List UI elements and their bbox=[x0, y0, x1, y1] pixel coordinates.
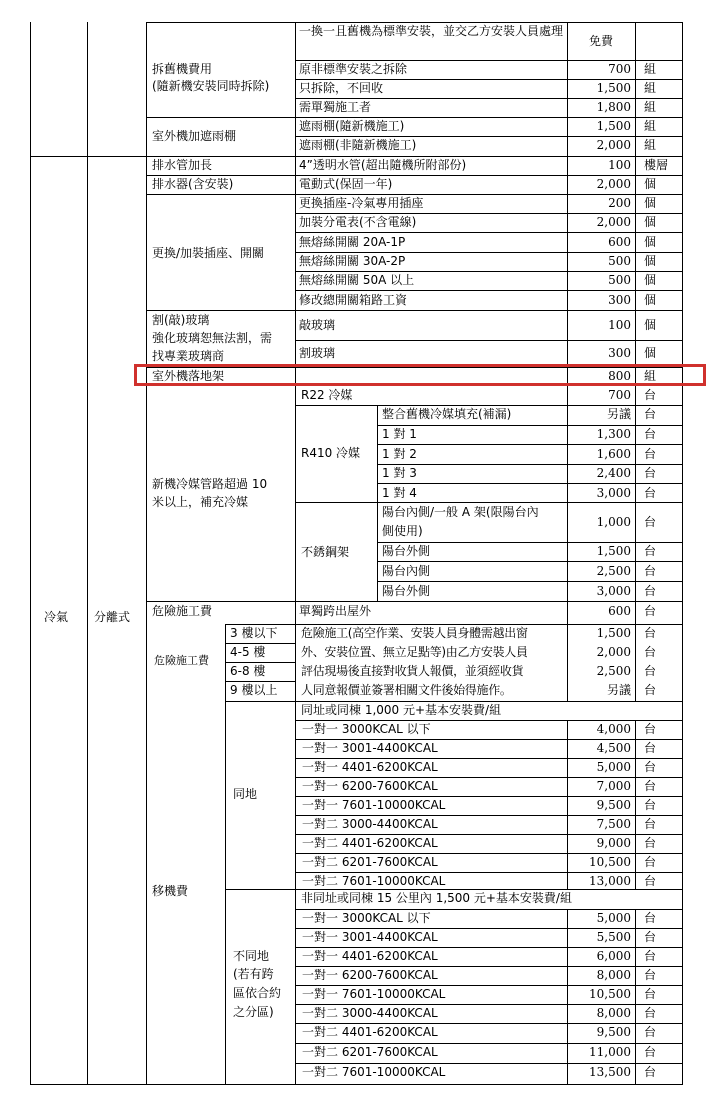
row-divider bbox=[295, 928, 683, 929]
r410-item: 1 對 1 bbox=[382, 427, 417, 441]
steel-item: 側使用) bbox=[382, 524, 423, 538]
outlet-item: 無熔絲開關 30A-2P bbox=[299, 254, 406, 268]
glass-price: 100 bbox=[608, 318, 631, 332]
table-border-top bbox=[146, 22, 683, 23]
move-price: 9,000 bbox=[596, 836, 631, 850]
move-unit: 台 bbox=[644, 741, 657, 755]
move-unit: 台 bbox=[644, 722, 657, 736]
outlet-unit: 個 bbox=[644, 293, 657, 307]
r410-item: 整合舊機冷媒填充(補漏) bbox=[382, 407, 512, 421]
removal-item: 原非標準安裝之拆除 bbox=[299, 62, 408, 76]
danger-sublabel: 危險施工費 bbox=[154, 654, 209, 667]
move-unit: 台 bbox=[644, 855, 657, 869]
move-price: 11,000 bbox=[589, 1045, 631, 1059]
row-divider bbox=[295, 720, 683, 721]
move-item: 一對二 7601-10000KCAL bbox=[302, 874, 446, 888]
move-item: 一對一 3001-4400KCAL bbox=[302, 930, 438, 944]
row-divider bbox=[146, 117, 683, 118]
move-item: 一對二 7601-10000KCAL bbox=[302, 1065, 446, 1079]
r22-price: 700 bbox=[608, 388, 631, 402]
row-divider bbox=[295, 739, 683, 740]
column-divider bbox=[295, 22, 296, 1085]
outlet-unit: 個 bbox=[644, 196, 657, 210]
glass-item: 割玻璃 bbox=[299, 346, 336, 360]
removal-price: 700 bbox=[608, 62, 631, 76]
move-price: 7,000 bbox=[596, 779, 631, 793]
move-price: 13,500 bbox=[589, 1065, 631, 1079]
drain-pump-unit: 個 bbox=[644, 177, 657, 191]
outlet-item: 修改總開關箱路工資 bbox=[299, 293, 408, 307]
r410-price: 另議 bbox=[606, 407, 631, 421]
outlet-item: 無熔絲開關 20A-1P bbox=[299, 235, 406, 249]
move-diff-label: (若有跨 bbox=[233, 967, 274, 981]
r410-item: 1 對 4 bbox=[382, 486, 417, 500]
move-item: 一對二 3000-4400KCAL bbox=[302, 1006, 438, 1020]
r410-price: 3,000 bbox=[596, 486, 631, 500]
move-price: 10,500 bbox=[589, 855, 631, 869]
removal-price: 免費 bbox=[588, 34, 613, 48]
row-divider bbox=[295, 758, 683, 759]
row-divider bbox=[377, 581, 683, 582]
stand-price: 800 bbox=[608, 369, 631, 383]
danger-floor-unit: 台 bbox=[644, 645, 657, 659]
steel-stand-label: 不銹鋼架 bbox=[301, 545, 350, 559]
row-divider bbox=[295, 60, 683, 61]
move-unit: 台 bbox=[644, 930, 657, 944]
steel-unit: 台 bbox=[644, 584, 657, 598]
stand-unit: 組 bbox=[644, 369, 657, 383]
danger-floor-price: 1,500 bbox=[596, 626, 631, 640]
move-diff-label: 不同地 bbox=[233, 949, 270, 963]
row-divider bbox=[377, 561, 683, 562]
r410-unit: 台 bbox=[644, 486, 657, 500]
row-divider bbox=[377, 483, 683, 484]
outlet-price: 200 bbox=[608, 196, 631, 210]
row-divider bbox=[295, 1063, 683, 1064]
move-diff-header: 非同址或同棟 15 公里內 1,500 元+基本安裝費/組 bbox=[301, 891, 572, 905]
outlet-price: 600 bbox=[608, 235, 631, 249]
drain-pump-price: 2,000 bbox=[596, 177, 631, 191]
r410-price: 1,300 bbox=[596, 427, 631, 441]
move-unit: 台 bbox=[644, 760, 657, 774]
r22-unit: 台 bbox=[644, 388, 657, 402]
move-same-label: 同地 bbox=[233, 787, 258, 801]
r22-label: R22 冷媒 bbox=[301, 388, 353, 402]
move-item: 一對一 7601-10000KCAL bbox=[302, 798, 446, 812]
stand-label: 室外機落地架 bbox=[152, 369, 225, 383]
danger-description: 危險施工(高空作業、安裝人員身體需越出窗 bbox=[301, 626, 528, 640]
move-item: 一對二 6201-7600KCAL bbox=[302, 855, 438, 869]
price-table bbox=[30, 0, 685, 1085]
move-unit: 台 bbox=[644, 968, 657, 982]
move-unit: 台 bbox=[644, 1045, 657, 1059]
refrigerant-label: 米以上，補充冷媒 bbox=[152, 495, 249, 509]
column-divider bbox=[87, 22, 88, 1085]
row-divider bbox=[295, 271, 683, 272]
row-divider bbox=[295, 136, 683, 137]
move-unit: 台 bbox=[644, 1065, 657, 1079]
highlight-box bbox=[134, 364, 706, 386]
row-divider bbox=[295, 853, 683, 854]
outlet-unit: 個 bbox=[644, 235, 657, 249]
danger-floor: 3 樓以下 bbox=[230, 626, 278, 640]
steel-unit: 台 bbox=[644, 544, 657, 558]
move-price: 5,000 bbox=[596, 911, 631, 925]
r410-label: R410 冷媒 bbox=[301, 446, 361, 460]
move-price: 4,500 bbox=[596, 741, 631, 755]
outlet-unit: 個 bbox=[644, 254, 657, 268]
danger-label: 危險施工費 bbox=[152, 604, 213, 618]
outlet-price: 500 bbox=[608, 254, 631, 268]
glass-note: 強化玻璃恕無法割，需 bbox=[152, 331, 273, 345]
move-item: 一對二 6201-7600KCAL bbox=[302, 1045, 438, 1059]
r410-unit: 台 bbox=[644, 407, 657, 421]
r410-unit: 台 bbox=[644, 447, 657, 461]
row-divider bbox=[295, 834, 683, 835]
danger-floor: 4-5 樓 bbox=[230, 645, 266, 659]
row-divider bbox=[377, 464, 683, 465]
glass-unit: 個 bbox=[644, 318, 657, 332]
rain-cover-label: 室外機加遮雨棚 bbox=[152, 129, 237, 143]
danger-description: 人同意報價並簽署相關文件後始得施作。 bbox=[301, 683, 512, 697]
removal-price: 1,500 bbox=[596, 81, 631, 95]
column-divider bbox=[635, 22, 636, 1085]
removal-label: 拆舊機費用 bbox=[152, 62, 213, 76]
move-price: 7,500 bbox=[596, 817, 631, 831]
steel-item: 陽台內側 bbox=[382, 564, 431, 578]
row-divider bbox=[146, 194, 683, 195]
rain-cover-price: 2,000 bbox=[596, 138, 631, 152]
row-divider bbox=[295, 966, 683, 967]
row-divider bbox=[225, 643, 295, 644]
row-divider bbox=[225, 662, 295, 663]
removal-unit: 組 bbox=[644, 62, 657, 76]
rain-cover-unit: 組 bbox=[644, 119, 657, 133]
r410-item: 1 對 2 bbox=[382, 447, 417, 461]
move-price: 9,500 bbox=[596, 798, 631, 812]
steel-item: 陽台外側 bbox=[382, 584, 431, 598]
row-divider bbox=[295, 947, 683, 948]
removal-unit: 組 bbox=[644, 81, 657, 95]
row-divider bbox=[295, 1004, 683, 1005]
danger-floor-price: 2,000 bbox=[596, 645, 631, 659]
glass-note: 找專業玻璃商 bbox=[152, 349, 225, 363]
row-divider bbox=[225, 681, 295, 682]
table-border-left bbox=[30, 22, 31, 1085]
move-item: 一對二 4401-6200KCAL bbox=[302, 836, 438, 850]
outlet-unit: 個 bbox=[644, 273, 657, 287]
move-item: 一對二 4401-6200KCAL bbox=[302, 1025, 438, 1039]
drain-pipe-price: 100 bbox=[608, 158, 631, 172]
move-same-header: 同址或同棟 1,000 元+基本安裝費/組 bbox=[301, 703, 502, 717]
move-price: 8,000 bbox=[596, 1006, 631, 1020]
outlet-price: 300 bbox=[608, 293, 631, 307]
drain-pipe-label: 排水管加長 bbox=[152, 158, 213, 172]
move-unit: 台 bbox=[644, 817, 657, 831]
move-item: 一對二 3000-4400KCAL bbox=[302, 817, 438, 831]
subcategory-label: 分離式 bbox=[94, 610, 131, 624]
danger-floor-price: 2,500 bbox=[596, 664, 631, 678]
move-item: 一對一 4401-6200KCAL bbox=[302, 760, 438, 774]
row-divider bbox=[377, 542, 683, 543]
danger-unit: 台 bbox=[644, 604, 657, 618]
row-divider bbox=[295, 1023, 683, 1024]
removal-sublabel: (隨新機安裝同時拆除) bbox=[152, 79, 270, 93]
move-price: 5,500 bbox=[596, 930, 631, 944]
danger-description: 評估現場後直接對收貨人報價，並須經收貨 bbox=[301, 664, 524, 678]
outlet-item: 加裝分電表(不含電線) bbox=[299, 215, 417, 229]
danger-floor-price: 另議 bbox=[606, 683, 631, 697]
move-item: 一對一 3000KCAL 以下 bbox=[302, 722, 431, 736]
row-divider bbox=[146, 310, 683, 311]
move-unit: 台 bbox=[644, 987, 657, 1001]
danger-floor-unit: 台 bbox=[644, 626, 657, 640]
move-item: 一對一 3001-4400KCAL bbox=[302, 741, 438, 755]
move-diff-label: 之分區) bbox=[233, 1005, 274, 1019]
removal-price: 1,800 bbox=[596, 100, 631, 114]
row-divider bbox=[295, 213, 683, 214]
steel-price: 1,000 bbox=[596, 515, 631, 529]
move-item: 一對一 7601-10000KCAL bbox=[302, 987, 446, 1001]
row-divider bbox=[295, 290, 683, 291]
row-divider bbox=[146, 175, 683, 176]
danger-floor: 6-8 樓 bbox=[230, 664, 266, 678]
outlet-price: 500 bbox=[608, 273, 631, 287]
rain-cover-item: 遮雨棚(隨新機施工) bbox=[299, 119, 405, 133]
row-divider bbox=[295, 98, 683, 99]
move-item: 一對一 6200-7600KCAL bbox=[302, 968, 438, 982]
row-divider bbox=[295, 252, 683, 253]
move-unit: 台 bbox=[644, 1025, 657, 1039]
danger-description: 外、安裝位置、無立足點等)由乙方安裝人員 bbox=[301, 645, 528, 659]
danger-floor-unit: 台 bbox=[644, 683, 657, 697]
row-divider bbox=[295, 909, 683, 910]
drain-pipe-unit: 樓層 bbox=[644, 158, 669, 172]
outlet-price: 2,000 bbox=[596, 215, 631, 229]
steel-unit: 台 bbox=[644, 564, 657, 578]
move-unit: 台 bbox=[644, 949, 657, 963]
row-divider bbox=[295, 777, 683, 778]
column-divider bbox=[567, 22, 568, 1085]
row-divider bbox=[295, 502, 683, 503]
move-unit: 台 bbox=[644, 836, 657, 850]
category-label: 冷氣 bbox=[44, 610, 69, 624]
rain-cover-unit: 組 bbox=[644, 138, 657, 152]
danger-floor-unit: 台 bbox=[644, 664, 657, 678]
steel-item: 陽台外側 bbox=[382, 544, 431, 558]
row-divider bbox=[30, 156, 683, 157]
glass-label: 割(敲)玻璃 bbox=[152, 313, 210, 327]
row-divider bbox=[295, 796, 683, 797]
danger-price: 600 bbox=[608, 604, 631, 618]
move-unit: 台 bbox=[644, 1006, 657, 1020]
removal-unit: 組 bbox=[644, 100, 657, 114]
column-divider bbox=[377, 405, 378, 601]
refrigerant-label: 新機冷媒管路超過 10 bbox=[152, 477, 268, 491]
move-price: 4,000 bbox=[596, 722, 631, 736]
danger-item: 單獨跨出屋外 bbox=[299, 604, 372, 618]
rain-cover-item: 遮雨棚(非隨新機施工) bbox=[299, 138, 417, 152]
rain-cover-price: 1,500 bbox=[596, 119, 631, 133]
table-border-bottom bbox=[30, 1084, 683, 1085]
row-divider bbox=[295, 405, 683, 406]
glass-price: 300 bbox=[608, 346, 631, 360]
move-item: 一對一 6200-7600KCAL bbox=[302, 779, 438, 793]
column-divider bbox=[225, 701, 226, 1085]
row-divider bbox=[295, 872, 683, 873]
steel-price: 3,000 bbox=[596, 584, 631, 598]
outlet-label: 更換/加裝插座、開關 bbox=[152, 246, 265, 260]
move-label: 移機費 bbox=[152, 884, 189, 898]
outlet-item: 無熔絲開關 50A 以上 bbox=[299, 273, 415, 287]
move-price: 6,000 bbox=[596, 949, 631, 963]
row-divider bbox=[295, 340, 683, 341]
row-divider bbox=[295, 815, 683, 816]
move-price: 9,500 bbox=[596, 1025, 631, 1039]
move-unit: 台 bbox=[644, 911, 657, 925]
move-price: 5,000 bbox=[596, 760, 631, 774]
drain-pipe-item: 4”透明水管(超出隨機所附部份) bbox=[299, 158, 467, 172]
row-divider bbox=[377, 425, 683, 426]
r410-price: 1,600 bbox=[596, 447, 631, 461]
move-unit: 台 bbox=[644, 798, 657, 812]
row-divider bbox=[295, 1043, 683, 1044]
move-item: 一對一 4401-6200KCAL bbox=[302, 949, 438, 963]
row-divider bbox=[295, 985, 683, 986]
row-divider bbox=[295, 79, 683, 80]
removal-item: 一換一且舊機為標準安裝，並交乙方安裝人員處理 bbox=[299, 24, 564, 38]
move-diff-label: 區依合約 bbox=[233, 986, 282, 1000]
r410-price: 2,400 bbox=[596, 466, 631, 480]
outlet-unit: 個 bbox=[644, 215, 657, 229]
row-divider bbox=[146, 601, 683, 602]
move-item: 一對一 3000KCAL 以下 bbox=[302, 911, 431, 925]
r410-unit: 台 bbox=[644, 466, 657, 480]
row-divider bbox=[295, 232, 683, 233]
drain-pump-item: 電動式(保固一年) bbox=[299, 177, 393, 191]
danger-floor: 9 樓以上 bbox=[230, 683, 278, 697]
outlet-item: 更換插座-冷氣專用插座 bbox=[299, 196, 424, 210]
steel-price: 1,500 bbox=[596, 544, 631, 558]
move-unit: 台 bbox=[644, 779, 657, 793]
row-divider bbox=[377, 444, 683, 445]
removal-item: 只拆除，不回收 bbox=[299, 81, 384, 95]
glass-item: 敲玻璃 bbox=[299, 318, 336, 332]
r410-item: 1 對 3 bbox=[382, 466, 417, 480]
move-price: 13,000 bbox=[589, 874, 631, 888]
move-price: 10,500 bbox=[589, 987, 631, 1001]
move-unit: 台 bbox=[644, 874, 657, 888]
removal-item: 需單獨施工者 bbox=[299, 100, 372, 114]
column-divider bbox=[146, 22, 147, 1085]
glass-unit: 個 bbox=[644, 346, 657, 360]
steel-price: 2,500 bbox=[596, 564, 631, 578]
move-price: 8,000 bbox=[596, 968, 631, 982]
drain-pump-label: 排水器(含安裝) bbox=[152, 177, 234, 191]
r410-unit: 台 bbox=[644, 427, 657, 441]
steel-unit: 台 bbox=[644, 515, 657, 529]
steel-item: 陽台內側/一般 A 架(限陽台內 bbox=[382, 505, 539, 519]
table-border-right bbox=[682, 22, 683, 1085]
